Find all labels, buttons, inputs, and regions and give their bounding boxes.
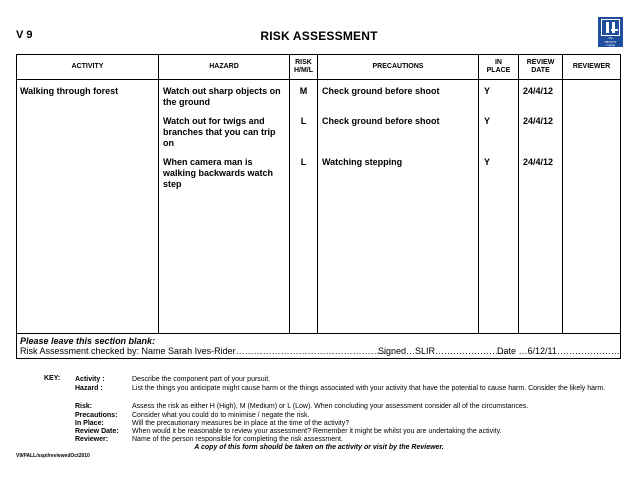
key-term: Review Date: xyxy=(75,428,119,435)
precaution-cell: Check ground before shoot xyxy=(322,86,440,96)
column-divider xyxy=(478,54,479,333)
in-place-cell: Y xyxy=(484,116,491,126)
key-term: Precautions: xyxy=(75,412,118,419)
key-description: When would it be reasonable to review your assessment? Remember it might be whilst you are undertaking the activity. xyxy=(132,428,502,435)
key-label: KEY: xyxy=(44,375,61,382)
header-in-place: IN PLACE xyxy=(486,59,511,74)
column-divider xyxy=(562,54,563,333)
checked-by-line: Risk Assessment checked by: Name Sarah Ives-Rider…………………………………………….. xyxy=(20,346,394,356)
hazard-cell: Watch out sharp objects on the ground xyxy=(163,86,281,107)
blank-section-divider xyxy=(16,333,621,334)
column-divider xyxy=(518,54,519,333)
risk-cell: L xyxy=(300,116,307,126)
version-label: V 9 xyxy=(16,29,33,41)
copy-note: A copy of this form should be taken on the activity or visit by the Reviewer. xyxy=(194,444,444,451)
header-divider xyxy=(16,79,621,80)
signed-line: Signed…SLIR…………………… xyxy=(378,346,508,356)
logo-text: The HENLEY College xyxy=(604,36,617,47)
header-reviewer: REVIEWER xyxy=(572,63,611,70)
header-risk: RISK H/M/L xyxy=(293,59,314,74)
page-title: RISK ASSESSMENT xyxy=(260,29,378,43)
key-description: Describe the component part of your pursuit. xyxy=(132,376,271,383)
hazard-cell: When camera man is walking backwards watch step xyxy=(163,157,274,189)
column-divider xyxy=(317,54,318,333)
key-description: Assess the risk as either H (High), M (Medium) or L (Low). When concluding your assessment consider all of the circumstances. xyxy=(132,403,529,410)
header-review-date: REVIEW DATE xyxy=(526,59,555,74)
header-hazard: HAZARD xyxy=(209,63,239,70)
column-divider xyxy=(158,54,159,333)
key-description: List the things you anticipate might cause harm or the things associated with your activity that have the potential to cause harm. Consider the likely harm. xyxy=(132,385,606,392)
key-description: Will the precautionary measures be in place at the time of the activity? xyxy=(132,420,350,427)
blank-section-label: Please leave this section blank: xyxy=(20,336,156,346)
key-term: Activity : xyxy=(75,376,105,383)
key-term: Risk: xyxy=(75,403,93,410)
review-date-cell: 24/4/12 xyxy=(523,157,554,167)
key-term: Hazard : xyxy=(75,385,103,392)
header-activity: ACTIVITY xyxy=(71,63,104,70)
in-place-cell: Y xyxy=(484,86,491,96)
review-date-cell: 24/4/12 xyxy=(523,116,554,126)
college-crest-icon xyxy=(601,19,620,36)
in-place-cell: Y xyxy=(484,157,491,167)
college-logo xyxy=(598,17,623,47)
risk-cell: M xyxy=(299,86,308,96)
key-description: Name of the person responsible for completing the risk assessment. xyxy=(132,436,343,443)
activity-cell: Walking through forest xyxy=(20,86,119,96)
key-term: In Place: xyxy=(75,420,104,427)
review-date-cell: 24/4/12 xyxy=(523,86,554,96)
assessment-table xyxy=(16,54,621,359)
precaution-cell: Check ground before shoot xyxy=(322,116,440,126)
hazard-cell: Watch out for twigs and branches that you can trip on xyxy=(163,116,276,148)
key-term: Reviewer: xyxy=(75,436,109,443)
header-precautions: PRECAUTIONS xyxy=(372,63,424,70)
key-description: Consider what you could do to minimise / negate the risk. xyxy=(132,412,310,419)
date-line: Date …6/12/11………………… xyxy=(497,346,620,356)
precaution-cell: Watching stepping xyxy=(322,157,403,167)
risk-cell: L xyxy=(300,157,307,167)
form-reference: V9/PALL/sspi/reviewedOct2010 xyxy=(16,453,90,459)
